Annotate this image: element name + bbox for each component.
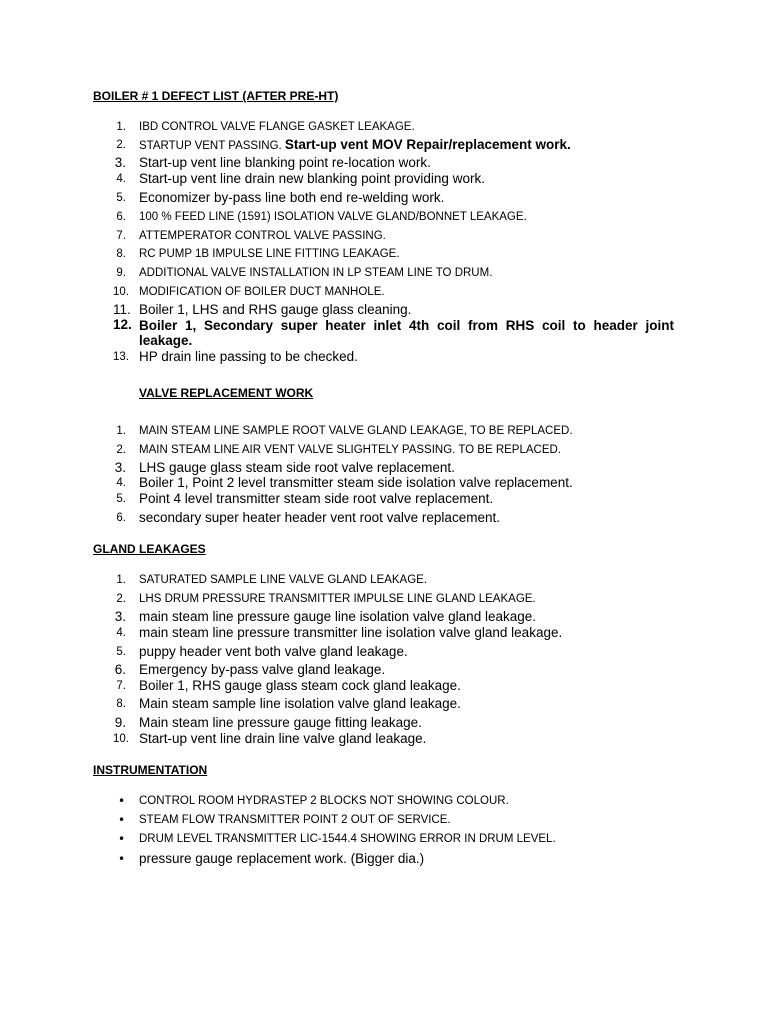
defect-bold-text: Start-up vent MOV Repair/replacement work.: [284, 137, 571, 152]
valve-replacement-heading: VALVE REPLACEMENT WORK: [139, 386, 314, 400]
document-page: BOILER # 1 DEFECT LIST (AFTER PRE-HT) 1. IBD CONTROL VALVE FLANGE GASKET LEAKAGE. 2. STARTUP VENT PASSING. Start-up vent MOV Repair/replacement work. 3. Start-up vent line blanking point re-location work. 4. Start-up vent line drain new blanking point providing work. 5. Economizer by-pass line both end re-welding work. 6. 100 % FEED LINE (1591) ISOLATION VALVE GLAND/BONNET LEAKAGE. 7. ATTEMPERATOR CONTROL VALVE PASSING. 8. RC PUMP 1B IMPULSE LINE FITTING LEAKAGE. 9. ADDITIONAL VALVE INSTALLATION IN LP STEAM LINE TO DRUM. 10. MODIFICATION OF BOILER DUCT MANHOLE. 11. Boiler 1, LHS and RHS gauge glass cleaning. 12. Boiler 1, Secondary super heater inlet 4th coil from RHS coil to header joint leakage. 13. HP drain line passing to be checked. VALVE REPLACEMENT WORK 1. MAIN STEAM LINE SAMPLE ROOT VALVE GLAND LEAKAGE, TO BE REPLACED. 2. MAIN STEAM LINE AIR VENT VALVE SLIGHTELY PASSING. TO BE REPLACED. 3. LHS gauge glass steam side root valve replacement. 4. Boiler 1, Point 2 level transmitter steam side isolation valve replacement. 5. Point 4 level transmitter steam side root valve replacement. 6. secondary super heater header vent root valve replacement. GLAND LEAKAGES 1. SATURATED SAMPLE LINE VALVE GLAND LEAKAGE. 2. LHS DRUM PRESSURE TRANSMITTER IMPULSE LINE GLAND LEAKAGE. 3. main steam line pressure gauge line isolation valve gland leakage. 4. main steam line pressure transmitter line isolation valve gland leakage. 5. puppy header vent both valve gland leakage. 6. Emergency by-pass valve gland leakage. 7. Boiler 1, RHS gauge glass steam cock gland leakage. 8. Main steam sample line isolation valve gland leakage. 9. Main steam line pressure gauge fitting leakage. 10. Start-up vent line drain line valve gland leakage. INSTRUMENTATION • CONTROL ROOM HYDRASTEP 2 BLOCKS NOT SHOWING COLOUR. • STEAM FLOW TRANSMITTER POINT 2 OUT OF SERVICE. • DRUM LEVEL TRANSMITTER LIC-1544.4 SHOWING ERROR IN DRUM LEVEL. • pressure gauge replacement work. (Bigger dia.): [93, 89, 674, 866]
bullet-icon: •: [118, 832, 126, 846]
document-title: BOILER # 1 DEFECT LIST (AFTER PRE-HT): [93, 89, 339, 103]
gland-leakages-heading: GLAND LEAKAGES: [93, 542, 206, 556]
bullet-icon: •: [118, 852, 126, 866]
bullet-icon: •: [118, 813, 126, 827]
instrumentation-heading: INSTRUMENTATION: [93, 763, 208, 777]
bullet-icon: •: [118, 794, 126, 808]
